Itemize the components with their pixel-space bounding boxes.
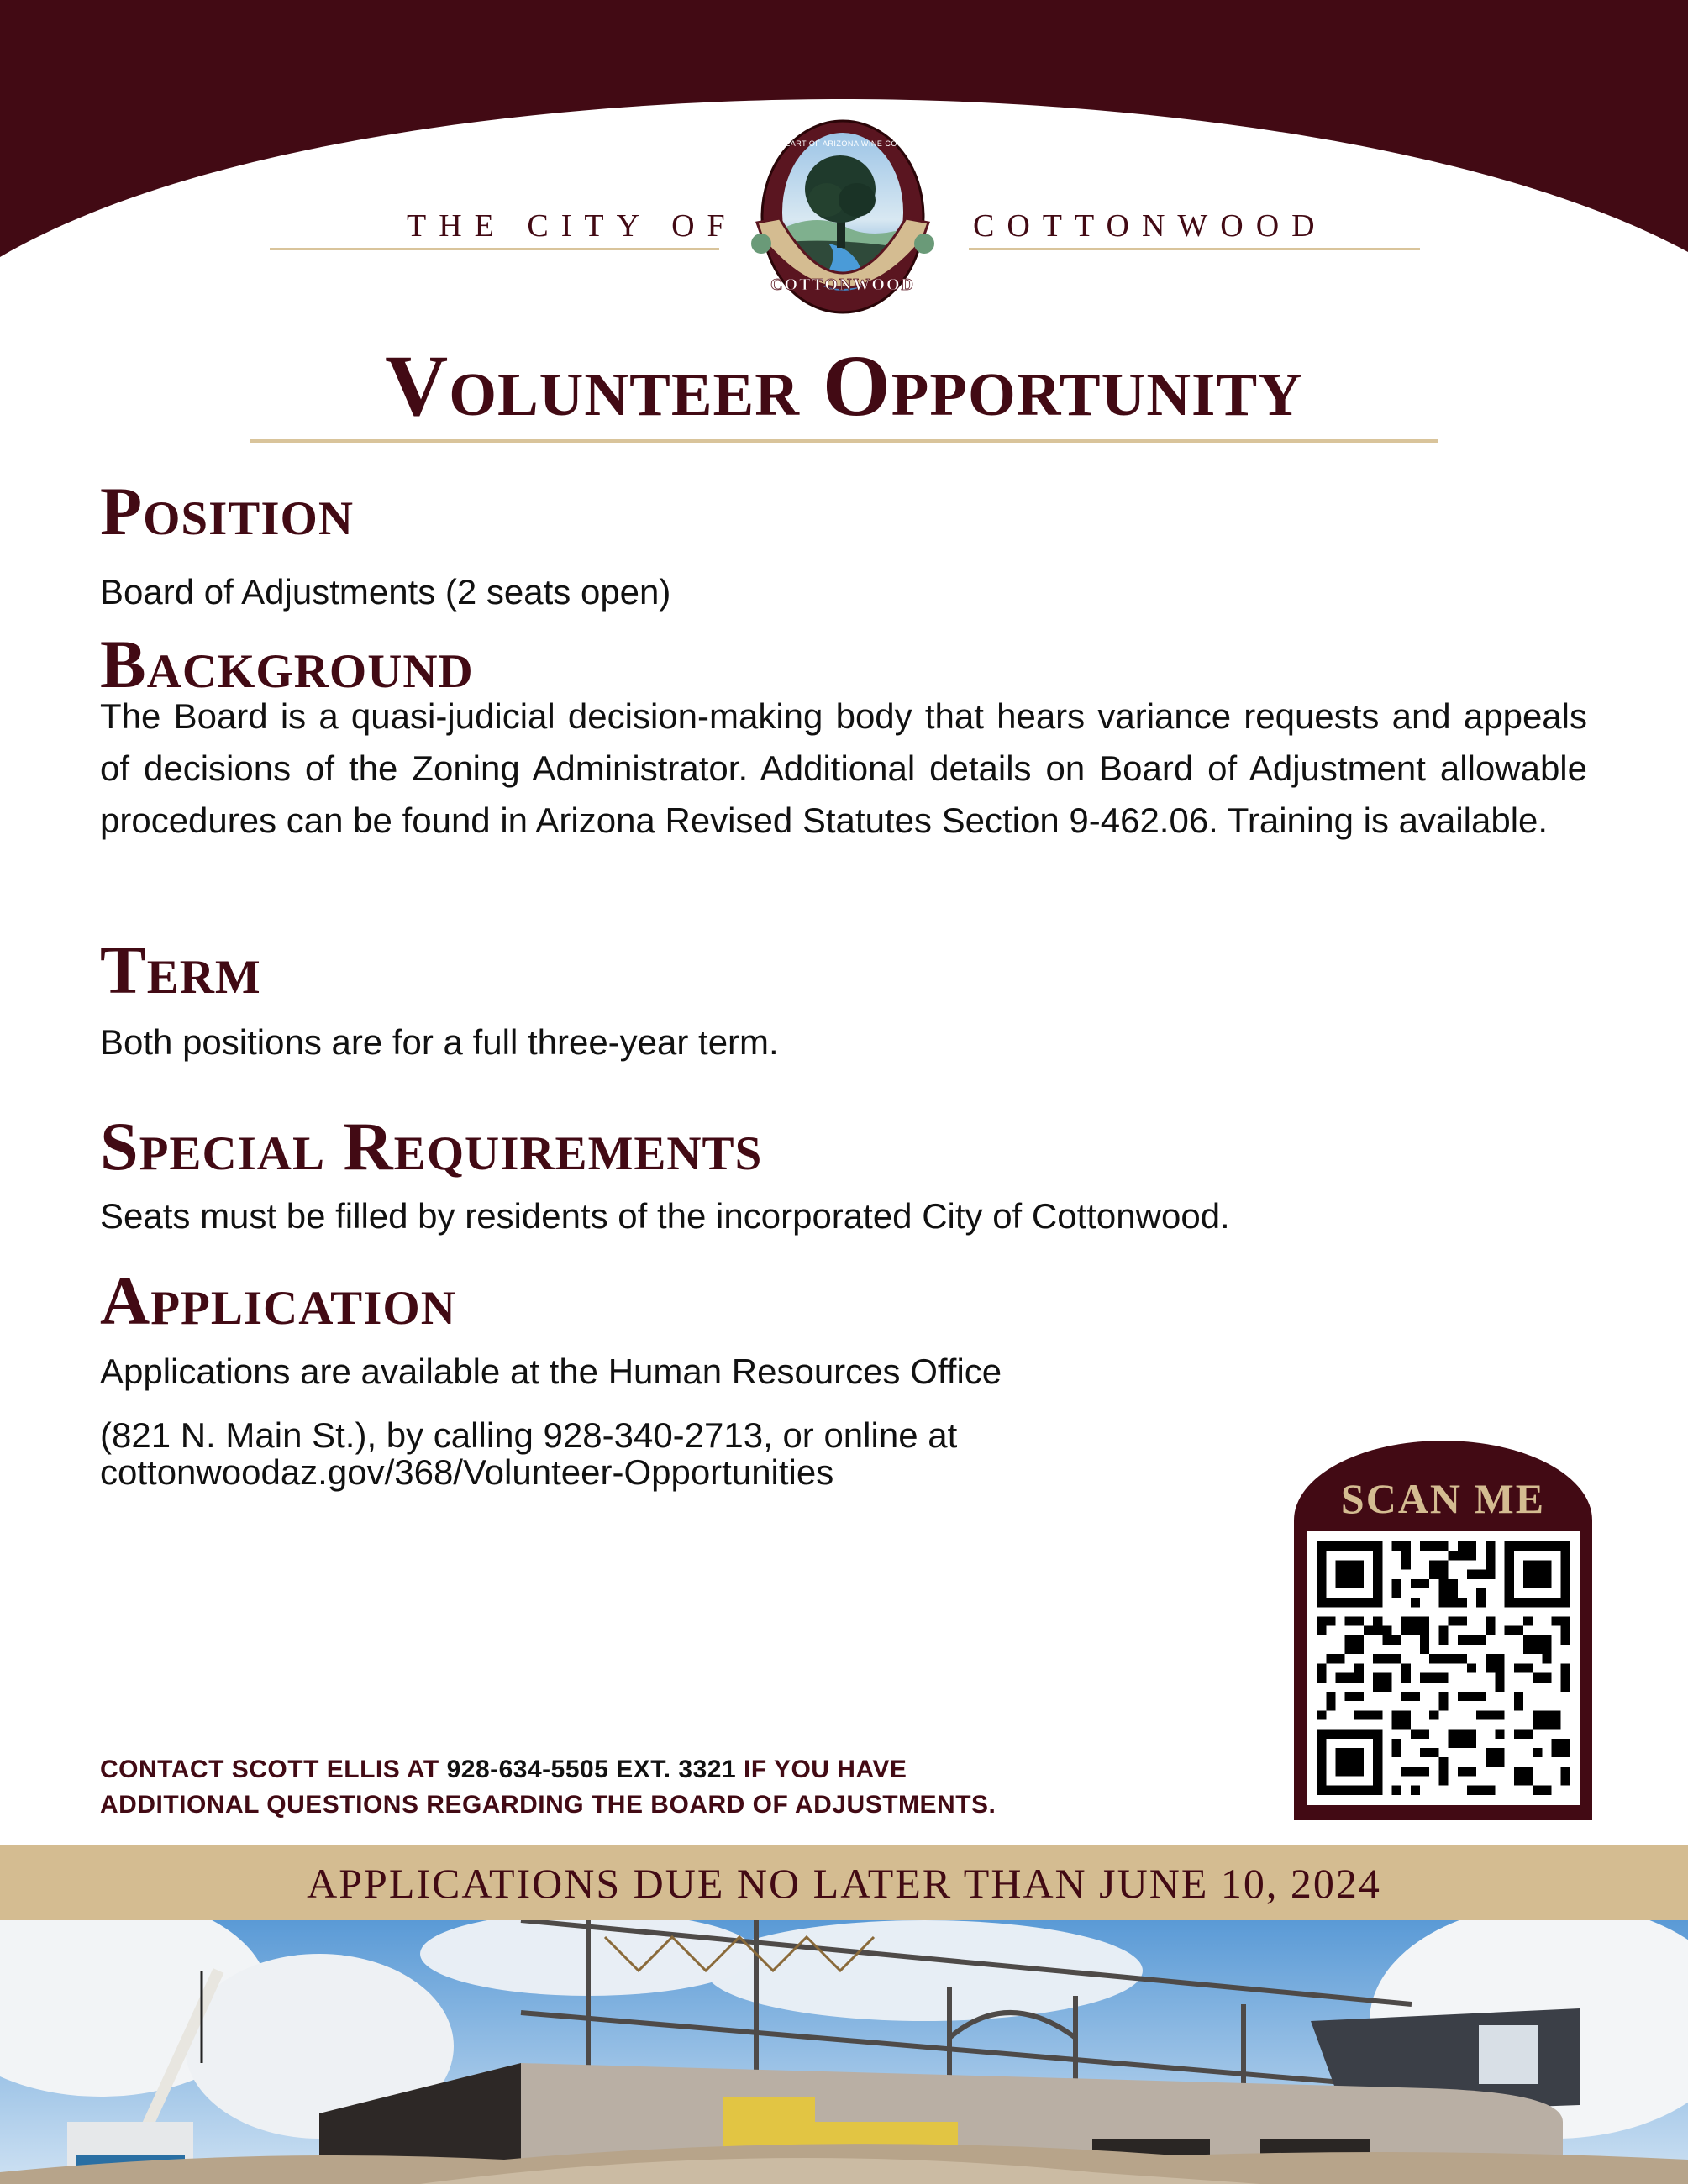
application-url[interactable]: cottonwoodaz.gov/368/Volunteer-Opportunities <box>100 1452 834 1492</box>
scan-me-label: SCAN ME <box>1340 1475 1546 1522</box>
deadline-band <box>0 1845 1688 1920</box>
svg-text:THE HEART OF ARIZONA WINE COUN: THE HEART OF ARIZONA WINE COUNTRY <box>760 139 926 148</box>
header-right-text: COTTONWOOD <box>973 208 1328 244</box>
qr-code[interactable] <box>1307 1531 1580 1805</box>
contact-suffix: IF YOU HAVE <box>736 1756 907 1783</box>
term-heading: Term <box>100 932 261 1008</box>
construction-site-photo <box>0 1920 1688 2184</box>
special-requirements-heading: Special Requirements <box>100 1108 763 1184</box>
page-title: Volunteer Opportunity <box>385 338 1303 434</box>
header-right-rule <box>969 248 1420 250</box>
scan-me-box <box>1294 1441 1592 1820</box>
city-seal-logo <box>736 118 949 316</box>
header-left-rule <box>270 248 719 250</box>
header-left-text: THE CITY OF <box>407 208 738 244</box>
background-text: The Board is a quasi-judicial decision-making body that hears variance requests and appeals of decisions of the Zoning Administrator. Additional details on Board of Adjustment allowable procedures can be found in Arizona Revised Statutes Section 9-462.06. Training is available. <box>100 696 1587 840</box>
application-heading: Application <box>100 1263 456 1339</box>
position-heading: Position <box>100 473 355 549</box>
application-line-2: (821 N. Main St.), by calling 928-340-2713, or online at <box>100 1415 958 1455</box>
background-heading: Background <box>100 626 474 702</box>
term-text: Both positions are for a full three-year term. <box>100 1022 779 1062</box>
svg-text:COTTONWOOD: COTTONWOOD <box>770 276 915 294</box>
qr-code-icon <box>1307 1531 1580 1805</box>
deadline-text: APPLICATIONS DUE NO LATER THAN JUNE 10, 2024 <box>307 1860 1381 1907</box>
position-text: Board of Adjustments (2 seats open) <box>100 572 671 612</box>
contact-note <box>100 1752 996 1823</box>
contact-prefix: CONTACT SCOTT ELLIS AT <box>100 1756 447 1783</box>
contact-phone[interactable]: 928-634-5505 EXT. 3321 <box>446 1756 737 1783</box>
contact-line-2: ADDITIONAL QUESTIONS REGARDING THE BOARD OF ADJUSTMENTS. <box>100 1791 996 1819</box>
contact-line-1 <box>100 1752 996 1788</box>
title-underline <box>250 439 1438 443</box>
application-line-1: Applications are available at the Human Resources Office <box>100 1352 1002 1391</box>
city-seal-icon <box>736 118 949 316</box>
special-requirements-text: Seats must be filled by residents of the incorporated City of Cottonwood. <box>100 1196 1230 1236</box>
